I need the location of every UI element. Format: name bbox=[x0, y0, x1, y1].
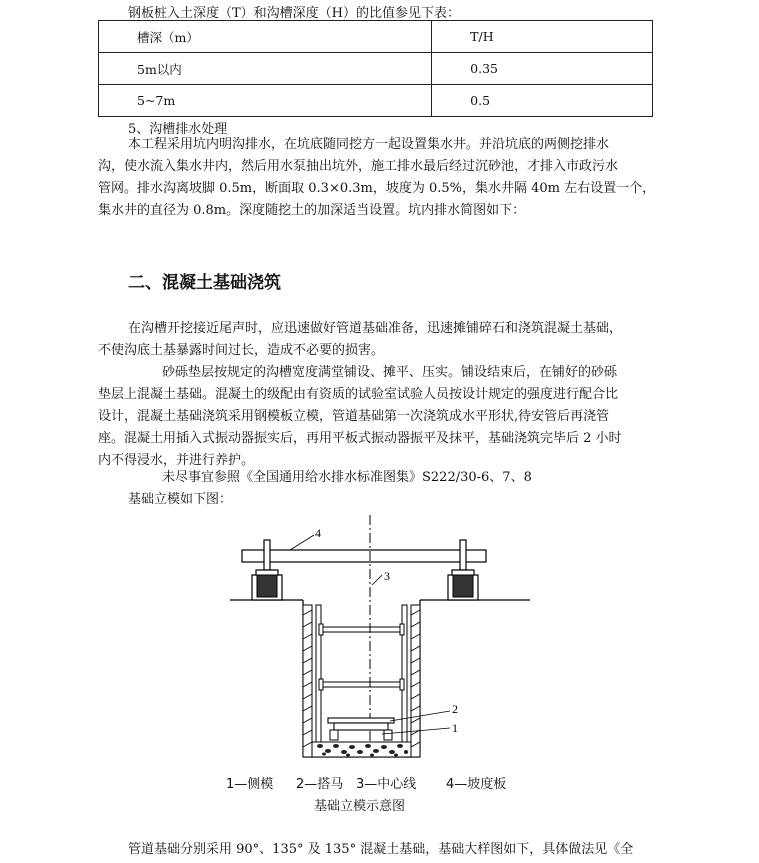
header-depth: 槽深（m） bbox=[99, 21, 432, 53]
table-row bbox=[99, 53, 653, 85]
callout-2: 2 bbox=[452, 702, 458, 716]
bottom-text-line: 管道基础分别采用 90°、135° 及 135° 混凝土基础，基础大样图如下，具体做法见《全 bbox=[128, 842, 634, 857]
paragraph-2 bbox=[98, 362, 622, 472]
text-line: 砂砾垫层按规定的沟槽宽度满堂铺设、摊平、压实。铺设结束后，在铺好的砂砾 bbox=[162, 365, 618, 380]
table-header-row bbox=[99, 21, 653, 53]
callout-3: 3 bbox=[384, 569, 390, 583]
reference-note: 未尽事宜参照《全国通用给水排水标准图集》S222/30-6、7、8 bbox=[162, 470, 532, 485]
section5-title: 5、沟槽排水处理 bbox=[128, 122, 228, 137]
text-line: 内不得浸水，并进行养护。 bbox=[98, 453, 255, 468]
text-line: 管网。排水沟离坡脚 0.5m，断面取 0.3×0.3m，坡度为 0.5%，集水井隔 40m 左右设置一个， bbox=[98, 181, 656, 196]
table-cell: 5m以内 bbox=[99, 53, 432, 85]
slope-board bbox=[242, 550, 486, 562]
section-heading: 二、混凝土基础浇筑 bbox=[128, 273, 281, 293]
diagram-intro: 基础立模如下图： bbox=[128, 492, 233, 507]
legend-item: 2—搭马 bbox=[296, 777, 344, 792]
text-line: 集水井的直径为 0.8m。深度随挖土的加深适当设置。坑内排水简图如下： bbox=[98, 203, 526, 218]
text-line: 座。混凝土用插入式振动器振实后，再用平板式振动器振平及抹平，基础浇筑完毕后 2 小时 bbox=[98, 431, 622, 446]
formwork-diagram bbox=[230, 505, 530, 770]
table-cell: 0.35 bbox=[432, 53, 653, 85]
callout-4: 4 bbox=[315, 526, 321, 540]
table-cell: 0.5 bbox=[432, 85, 653, 117]
text-line: 沟，使水流入集水井内，然后用水泵抽出坑外，施工排水最后经过沉砂池，才排入市政污水 bbox=[98, 159, 619, 174]
diagram-caption: 基础立模示意图 bbox=[314, 799, 406, 814]
callout-1: 1 bbox=[452, 721, 458, 735]
text-line: 垫层上混凝土基础。混凝土的级配由有资质的试验室试验人员按设计规定的强度进行配合比 bbox=[98, 387, 619, 402]
text-line: 本工程采用坑内明沟排水，在坑底随同挖方一起设置集水井。并沿坑底的两侧挖排水 bbox=[128, 137, 610, 152]
legend-item: 3—中心线 bbox=[356, 777, 417, 792]
text-line: 设计，混凝土基础浇筑采用钢模板立模，管道基础第一次浇筑成水平形状,待安管后再浇管 bbox=[98, 409, 610, 424]
legend-item: 1—侧模 bbox=[226, 777, 274, 792]
header-ratio: T/H bbox=[432, 21, 653, 53]
table-row bbox=[99, 85, 653, 117]
legend-item: 4—坡度板 bbox=[446, 777, 507, 792]
section5-body bbox=[98, 134, 655, 222]
table-cell: 5~7m bbox=[99, 85, 432, 117]
text-line: 不使沟底土基暴露时间过长，造成不必要的损害。 bbox=[98, 343, 385, 358]
paragraph-1 bbox=[98, 318, 622, 362]
ratio-table bbox=[98, 20, 653, 117]
text-line: 在沟槽开挖接近尾声时，应迅速做好管道基础准备，迅速摊铺碎石和浇筑混凝土基础， bbox=[128, 321, 623, 336]
table-intro: 钢板桩入土深度（T）和沟槽深度（H）的比值参见下表： bbox=[128, 6, 461, 21]
